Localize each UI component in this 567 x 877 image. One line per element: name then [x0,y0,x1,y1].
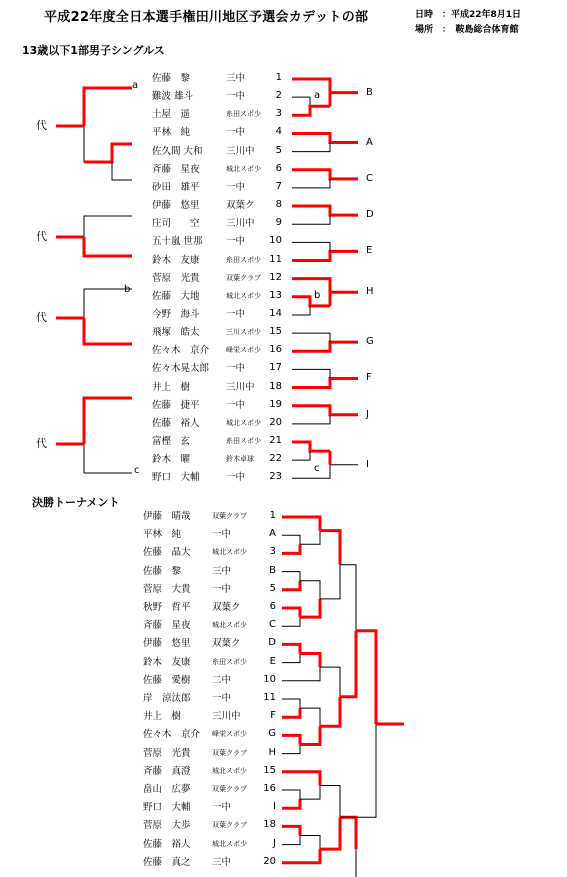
seed-number: 4 [275,126,282,138]
player-name: 伊藤 晴哉 [143,511,191,522]
player-name: 鈴木 友康 [152,254,200,266]
team-name: 城北スポ少 [212,839,247,848]
player-name: 佐藤 黎 [143,565,182,577]
seed-number: 12 [269,271,282,283]
seed-number: B [269,564,276,576]
team-name: 三川中 [226,381,255,393]
bracket-line [282,572,300,581]
player-name: 斉藤 星夜 [152,163,200,175]
bracket-slot-label: F [366,372,372,384]
bracket-line [282,790,300,799]
team-name: 一中 [226,308,246,320]
seed-number: F [270,710,276,722]
team-name: 城北スポ少 [226,291,261,300]
team-name: 三中 [212,856,232,868]
team-name: 一中 [226,181,246,193]
player-name: 井上 樹 [152,381,191,393]
winner-line [282,849,320,863]
bracket-line [84,216,132,237]
team-name: 一中 [226,236,246,248]
bracket-line [300,581,320,599]
winner-line [292,170,358,179]
player-name: 斉藤 真澄 [143,765,191,777]
team-name: 双葉クラブ [212,748,247,757]
winner-line [282,772,320,786]
seed-number: 23 [269,471,282,483]
player-name: 佐藤 黎 [152,73,191,84]
representative-label: 代 [36,437,47,450]
team-name: 城北スポ少 [212,621,247,630]
winner-line [292,133,358,142]
seed-number: 20 [269,416,282,428]
sub-label: a [314,90,321,102]
player-name: 伊藤 悠里 [152,200,200,212]
bracket-line [282,654,300,663]
team-name: 一中 [226,399,246,411]
winner-line [282,581,300,590]
seed-number: 18 [269,380,282,392]
sub-label: a [132,80,139,91]
bracket-line [292,179,330,188]
player-name: 伊藤 悠里 [143,638,191,650]
bracket-line [292,415,330,424]
seed-number: I [273,801,276,813]
sub-label: c [134,465,140,476]
player-name: 菅原 大歩 [143,820,191,832]
team-name: 糸田スポ少 [226,110,261,119]
bracket-slot-label: H [366,286,374,298]
player-name: 飛塚 皓太 [152,327,200,339]
seed-number: 7 [275,180,282,192]
bracket-line [282,745,300,754]
bracket-line [292,451,310,460]
seed-number: J [273,837,276,849]
winner-line [320,531,340,565]
team-name: 双葉ク [212,638,241,650]
winner-line [282,544,300,553]
team-name: 一中 [212,802,232,814]
bracket-line [340,849,356,877]
team-name: 三川中 [212,711,241,723]
team-name: 三中 [212,565,232,577]
winner-line [292,342,358,351]
team-name: 三川中 [226,145,255,157]
player-name: 斉藤 星夜 [143,620,191,632]
team-name: 一中 [226,91,246,103]
player-name: 井上 樹 [143,711,182,723]
bracket-line [340,724,376,817]
seed-number: 5 [269,582,276,594]
bracket-line [340,565,356,631]
seed-number: 20 [263,855,276,867]
player-name: 野口 大輔 [143,802,191,814]
seed-number: 1 [275,72,282,83]
player-name: 平林 純 [152,127,191,139]
player-name: 秋野 哲平 [143,602,191,613]
seed-number: 9 [275,217,282,229]
player-name: 岸 涼汰郎 [143,693,191,704]
player-name: 畠山 広夢 [143,784,191,795]
team-name: 城北スポ少 [226,164,261,173]
seed-number: E [269,655,276,667]
player-name: 五十嵐 世那 [152,236,203,248]
player-name: 佐藤 裕人 [143,838,191,850]
bracket-line [282,836,300,845]
player-name: 庄司 空 [152,218,200,230]
bracket-line [292,242,330,251]
player-name: 佐々木 京介 [143,729,201,741]
team-name: 双葉クラブ [226,273,261,282]
player-name: 平林 純 [143,529,182,541]
seed-number: 11 [263,692,276,703]
player-name: 鈴木 友康 [143,656,191,668]
seed-number: 21 [269,435,282,446]
player-name: 佐藤 真之 [143,856,191,868]
event-date: 日時 ：平成22年8月1日 [415,10,522,20]
player-name: 今野 海斗 [152,308,200,320]
team-name: 峰栄スポ少 [212,730,247,739]
seed-number: 3 [269,546,276,558]
bracket-line [292,306,310,315]
player-name: 菅原 光貴 [152,272,200,284]
seed-number: 18 [263,819,276,831]
seed-number: 5 [275,144,282,156]
winner-line [300,599,320,617]
seed-number: 1 [269,510,276,521]
winner-line [282,608,300,617]
representative-label: 代 [36,230,47,243]
winner-line [300,726,320,744]
winner-line [300,654,320,668]
player-name: 菅原 光貴 [143,747,191,759]
bracket-line [282,617,300,626]
seed-number: 13 [269,289,282,301]
winner-line [282,799,300,808]
winner-line [84,318,132,344]
seed-number: D [268,637,276,649]
seed-number: 16 [269,344,282,356]
bracket-line [292,215,330,224]
seed-number: 11 [269,253,282,265]
bracket-slot-label: J [366,408,369,420]
seed-number: G [268,728,276,740]
winner-line [340,631,356,697]
winner-line [292,279,358,293]
seed-number: 19 [269,398,282,410]
bracket-slot-label: E [366,245,373,257]
team-name: 三中 [226,73,246,84]
team-name: 三川中 [226,218,255,230]
seed-number: 2 [275,90,282,102]
seed-number: A [269,528,276,540]
winner-line [84,237,132,256]
seed-number: 16 [263,783,276,794]
winner-line [292,442,330,451]
team-name: 糸田スポ少 [212,657,247,666]
bracket-line [84,289,132,318]
seed-number: 10 [269,235,282,247]
winner-line [282,826,300,835]
representative-label: 代 [36,119,47,132]
player-name: 野口 大輔 [152,472,200,484]
player-name: 佐藤 裕人 [152,417,200,429]
winner-line [340,817,356,849]
bracket-line [282,535,300,544]
seed-number: 15 [263,764,276,776]
sub-label: b [314,289,321,301]
bracket-line [292,333,330,342]
bracket-slot-label: D [366,209,374,221]
bracket-line [282,667,320,681]
bracket-slot-label: A [366,136,373,148]
player-name: 佐々木晃太郎 [152,363,210,375]
seed-number: C [269,619,276,631]
team-name: 糸田スポ少 [226,255,261,264]
sub-label: c [314,463,320,475]
team-name: 双葉ク [212,602,241,613]
bracket-slot-label: C [366,172,373,184]
player-name: 菅原 大貴 [143,583,191,595]
team-name: 双葉ク [226,200,255,212]
team-name: 城北スポ少 [212,766,247,775]
team-name: 鈴木卓球 [226,455,254,464]
winner-line [84,144,132,162]
team-name: 一中 [226,363,246,375]
team-name: 一中 [226,127,246,139]
bracket-line [282,699,300,708]
seed-number: H [268,746,276,758]
bracket-line [292,143,330,152]
team-name: 一中 [212,693,232,704]
seed-number: 3 [275,108,282,120]
seed-number: 6 [275,162,282,174]
team-name: 二中 [212,674,232,686]
bracket-line [320,785,340,817]
team-name: 城北スポ少 [226,418,261,427]
player-name: 富樫 玄 [152,436,191,447]
bracket-slot-label: B [366,86,373,98]
bracket-slot-label: G [366,336,374,348]
team-name: 双葉クラブ [212,512,247,520]
player-name: 砂田 雄平 [152,181,200,193]
winner-line [292,378,358,387]
representative-label: 代 [36,311,47,324]
team-name: 一中 [212,529,232,541]
bracket-line [300,836,320,850]
player-name: 佐久間 大和 [152,145,203,157]
player-name: 土屋 遥 [152,109,191,121]
event-venue: 場所 ： 鞍島総合体育館 [415,25,519,35]
team-name: 峰栄スポ少 [226,346,261,355]
player-name: 佐藤 捷平 [152,399,200,411]
seed-number: 10 [263,673,276,685]
team-name: 三川スポ少 [226,328,261,337]
seed-number: 14 [269,307,282,319]
team-name: 双葉クラブ [212,821,247,830]
seed-number: 17 [269,362,282,374]
winner-line [356,631,376,724]
section2-title: 決勝トーナメント [32,496,120,509]
seed-number: 22 [269,453,282,465]
winner-line [282,708,300,717]
winner-line [292,206,358,215]
player-name: 難波 雄斗 [152,91,194,103]
bracket-slot-label: I [366,458,369,470]
bracket-line [320,565,340,599]
winner-line [282,517,320,531]
player-name: 佐々木 京介 [152,345,210,357]
bracket-line [300,785,320,799]
section1-title: 13歳以下1部男子シングルス [22,44,165,57]
winner-line [320,697,340,727]
winner-line [320,817,340,849]
bracket-line [292,465,358,479]
page-title: 平成22年度全日本選手権田川地区予選会カデットの部 [44,10,369,25]
seed-number: 15 [269,326,282,338]
bracket-line [292,369,330,378]
team-name: 一中 [212,583,232,595]
team-name: 糸田スポ少 [226,437,261,445]
team-name: 一中 [226,472,246,484]
bracket-line [300,531,320,545]
winner-line [84,88,132,126]
player-name: 佐藤 愛樹 [143,674,191,686]
bracket-line [112,162,132,180]
sub-label: b [124,284,131,295]
player-name: 佐藤 大地 [152,290,200,302]
team-name: 双葉クラブ [212,785,247,793]
winner-line [292,79,358,93]
winner-line [292,297,330,306]
winner-line [282,735,300,744]
bracket-line [292,97,310,106]
winner-line [292,406,358,415]
winner-line [84,398,132,444]
player-name: 佐藤 晶大 [143,547,191,559]
bracket-line [320,667,340,697]
winner-line [292,106,330,115]
winner-line [292,251,358,260]
team-name: 城北スポ少 [212,548,247,557]
player-name: 鈴木 曜 [152,454,191,466]
seed-number: 6 [269,601,276,612]
seed-number: 8 [275,199,282,211]
bracket-line [300,708,320,726]
winner-line [282,644,300,653]
